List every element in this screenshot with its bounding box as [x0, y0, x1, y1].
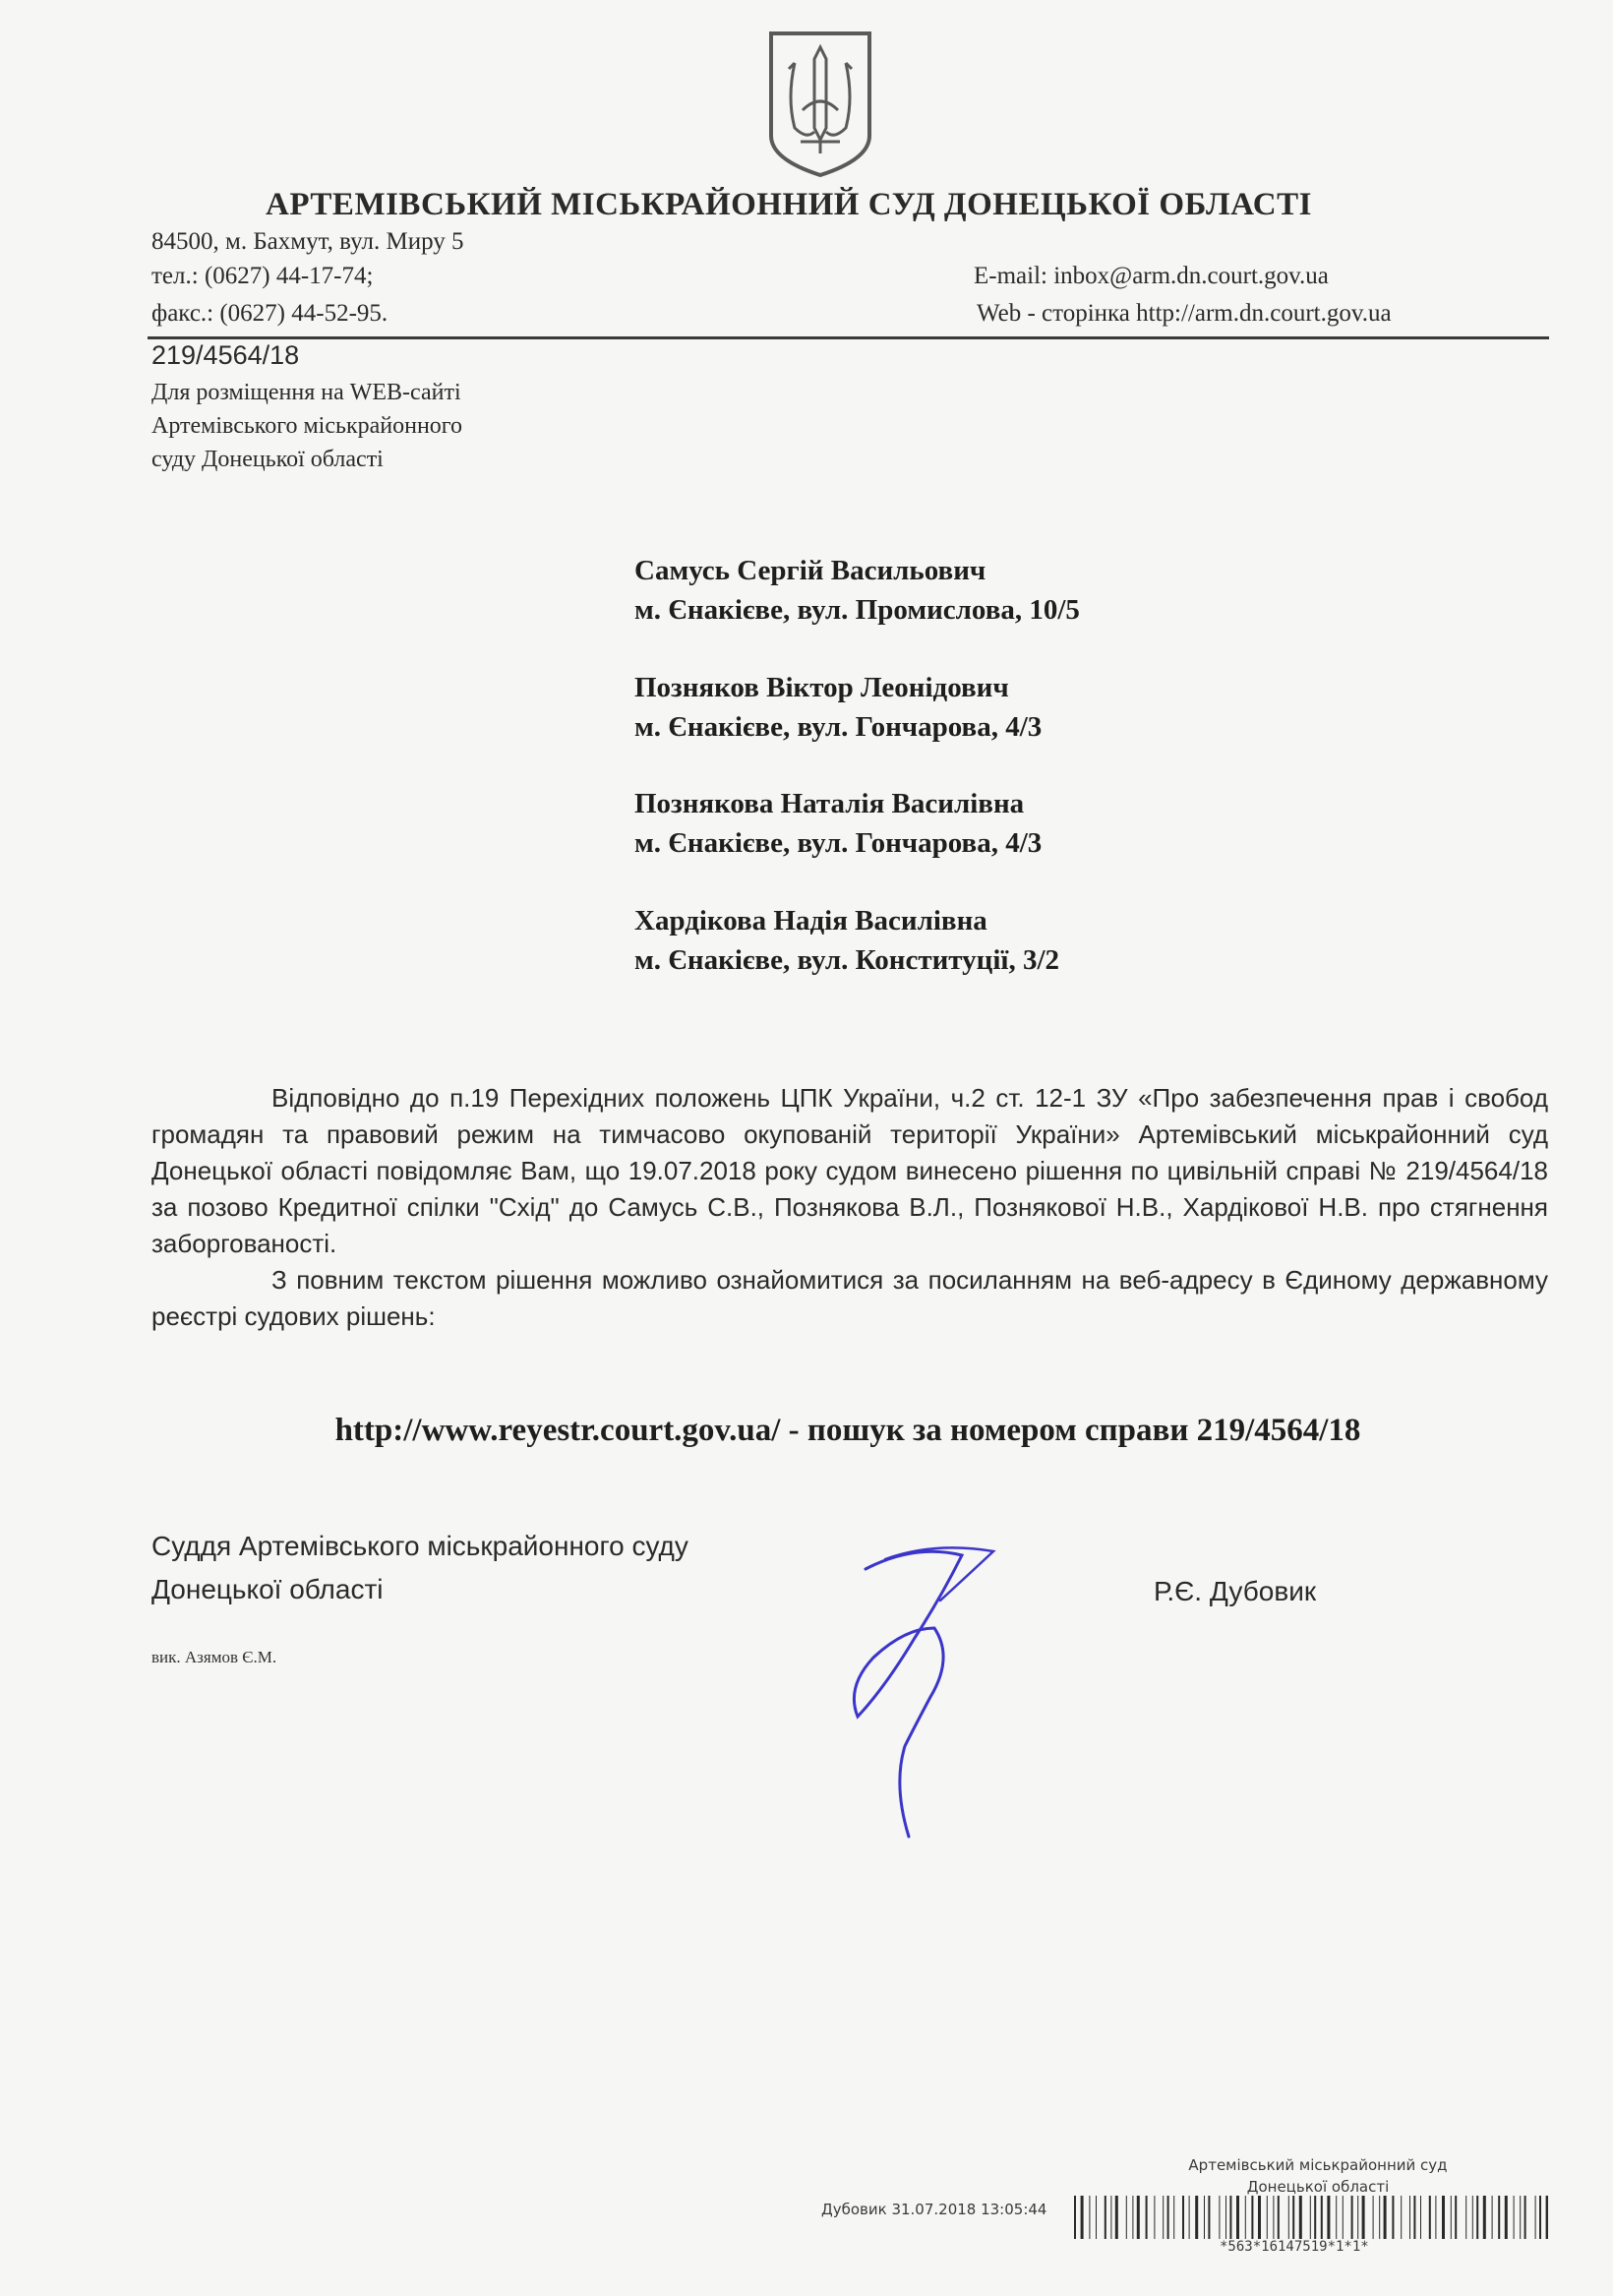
court-name: АРТЕМІВСЬКИЙ МІСЬКРАЙОННИЙ СУД ДОНЕЦЬКОЇ ОБЛАСТІ: [266, 187, 1312, 222]
recipient-name: Познякова Наталія Василівна: [634, 788, 1025, 819]
web-placement-note: [151, 376, 462, 476]
web-note-line: суду Донецької області: [151, 447, 384, 472]
barcode-bar: [1343, 2196, 1344, 2239]
recipient-block: [634, 901, 1059, 980]
judge-title-line: Донецької області: [151, 1574, 384, 1604]
barcode-bar: [1505, 2196, 1508, 2239]
barcode-bar: [1336, 2196, 1337, 2239]
barcode-bar: [1420, 2196, 1421, 2239]
barcode-bar: [1310, 2196, 1311, 2239]
barcode-bar: [1219, 2196, 1220, 2239]
barcode-bar: [1173, 2196, 1174, 2239]
recipient-block: [634, 668, 1042, 747]
barcode-bar: [1137, 2196, 1140, 2239]
barcode-bar: [1167, 2196, 1169, 2239]
barcode-bar: [1384, 2196, 1387, 2239]
barcode-bar: [1362, 2196, 1365, 2239]
barcode-bar: [1292, 2196, 1294, 2239]
barcode-bar: [1442, 2196, 1445, 2239]
barcode-bar: [1472, 2196, 1473, 2239]
registration-stamp: [1170, 2154, 1465, 2198]
case-number: 219/4564/18: [151, 340, 300, 370]
barcode-bar: [1483, 2196, 1486, 2239]
barcode-bar: [1476, 2196, 1478, 2239]
barcode-bar: [1514, 2196, 1515, 2239]
barcode-bar: [1465, 2196, 1466, 2239]
barcode-bar: [1409, 2196, 1410, 2239]
barcode-bar: [1089, 2196, 1090, 2239]
stamp-signed-timestamp: Дубовик 31.07.2018 13:05:44: [821, 2201, 1047, 2218]
barcode-bar: [1299, 2196, 1302, 2239]
barcode-bar: [1288, 2196, 1289, 2239]
website-address: Web - сторінка http://arm.dn.court.gov.ua: [977, 300, 1392, 327]
barcode-bar: [1115, 2196, 1118, 2239]
notice-paragraph: З повним текстом рішення можливо ознайомитися за посиланням на веб-адресу в Єдиному державному реєстрі судових рішень:: [151, 1265, 1548, 1331]
barcode-bar: [1314, 2196, 1316, 2239]
barcode-bar: [1189, 2196, 1190, 2239]
judge-title-line: Суддя Артемівського міськрайонного суду: [151, 1531, 688, 1561]
barcode-bar: [1321, 2196, 1323, 2239]
barcode-bar: [1535, 2196, 1536, 2239]
barcode-bar: [1182, 2196, 1184, 2239]
barcode-bar: [1435, 2196, 1436, 2239]
barcode-bar: [1379, 2196, 1380, 2239]
barcode-bar: [1373, 2196, 1374, 2239]
recipient-block: [634, 784, 1042, 863]
phone-number: тел.: (0627) 44-17-74;: [151, 263, 374, 289]
registry-link[interactable]: http://www.reyestr.court.gov.ua/ - пошук за номером справи 219/4564/18: [334, 1413, 1361, 1448]
barcode-bar: [1273, 2196, 1274, 2239]
barcode-bar: [1074, 2196, 1076, 2239]
coat-of-arms-icon: [765, 30, 875, 179]
barcode-bar: [1546, 2196, 1548, 2239]
barcode-bar: [1195, 2196, 1198, 2239]
barcode-bar: [1251, 2196, 1253, 2239]
postal-address: 84500, м. Бахмут, вул. Миру 5: [151, 228, 464, 255]
barcode-bar: [1096, 2196, 1097, 2239]
barcode-bar: [1357, 2196, 1358, 2239]
barcode-bar: [1498, 2196, 1500, 2239]
web-note-line: Артемівського міськрайонного: [151, 413, 463, 439]
barcode-bar: [1520, 2196, 1521, 2239]
executor-name: вик. Азямов Є.М.: [151, 1648, 277, 1666]
barcode-bar: [1539, 2196, 1541, 2239]
barcode-bar: [1451, 2196, 1452, 2239]
fax-number: факс.: (0627) 44-52-95.: [151, 300, 388, 327]
barcode-bar: [1204, 2196, 1205, 2239]
barcode-bar: [1081, 2196, 1084, 2239]
notice-body: [151, 1080, 1548, 1335]
barcode-bar: [1208, 2196, 1210, 2239]
barcode-bar: [1429, 2196, 1431, 2239]
barcode-bar: [1132, 2196, 1133, 2239]
barcode-bar: [1146, 2196, 1148, 2239]
barcode-bar: [1278, 2196, 1280, 2239]
barcode-bar: [1492, 2196, 1493, 2239]
barcode-bar: [1327, 2196, 1330, 2239]
barcode-bar: [1154, 2196, 1155, 2239]
barcode-bar: [1392, 2196, 1394, 2239]
barcode-bar: [1163, 2196, 1164, 2239]
barcode-bar: [1524, 2196, 1526, 2239]
handwritten-signature: [846, 1540, 1003, 1844]
stamp-court-line: Донецької області: [1246, 2178, 1390, 2196]
barcode-bar: [1245, 2196, 1246, 2239]
barcode-bar: [1455, 2196, 1457, 2239]
recipient-name: Позняков Віктор Леонідович: [634, 672, 1009, 703]
barcode-bar: [1225, 2196, 1226, 2239]
recipient-address: м. Єнакієве, вул. Гончарова, 4/3: [634, 827, 1043, 859]
judge-title: [151, 1525, 688, 1611]
recipient-address: м. Єнакієве, вул. Гончарова, 4/3: [634, 711, 1043, 743]
recipient-address: м. Єнакієве, вул. Конституції, 3/2: [634, 944, 1060, 976]
barcode: [1074, 2196, 1548, 2239]
barcode-bar: [1110, 2196, 1111, 2239]
recipient-address: м. Єнакієве, вул. Промислова, 10/5: [634, 594, 1080, 626]
judge-name: Р.Є. Дубовик: [1154, 1576, 1317, 1606]
recipient-block: [634, 551, 1080, 630]
barcode-bar: [1236, 2196, 1239, 2239]
barcode-bar: [1105, 2196, 1106, 2239]
barcode-number: *563*16147519*1*1*: [1220, 2239, 1369, 2255]
web-note-line: Для розміщення на WEB-сайті: [151, 380, 461, 405]
header-divider: [148, 336, 1549, 339]
notice-paragraph: Відповідно до п.19 Перехідних положень ЦПК України, ч.2 ст. 12-1 ЗУ «Про забезпечення прав і свобод громадян та правовий режим на тимчасово окупованій території України» Артемівський міськрайонний суд Донецької області повідомляє Вам, що 19.07.2018 року судом винесено рішення по цивільній справі № 219/4564/18 за позово Кредитної спілки "Схід" до Самусь С.В., Познякова В.Л., Познякової Н.В., Хардікової Н.В. про стягнення заборгованості.: [151, 1083, 1548, 1258]
barcode-bar: [1413, 2196, 1415, 2239]
barcode-bar: [1351, 2196, 1353, 2239]
barcode-bar: [1229, 2196, 1231, 2239]
barcode-bar: [1126, 2196, 1127, 2239]
stamp-court-line: Артемівський міськрайонний суд: [1188, 2156, 1448, 2174]
barcode-bar: [1401, 2196, 1402, 2239]
recipient-name: Хардікова Надія Василівна: [634, 905, 987, 937]
email-address: E-mail: inbox@arm.dn.court.gov.ua: [974, 263, 1329, 289]
recipient-name: Самусь Сергій Васильович: [634, 555, 986, 586]
barcode-bar: [1258, 2196, 1261, 2239]
barcode-bar: [1267, 2196, 1268, 2239]
